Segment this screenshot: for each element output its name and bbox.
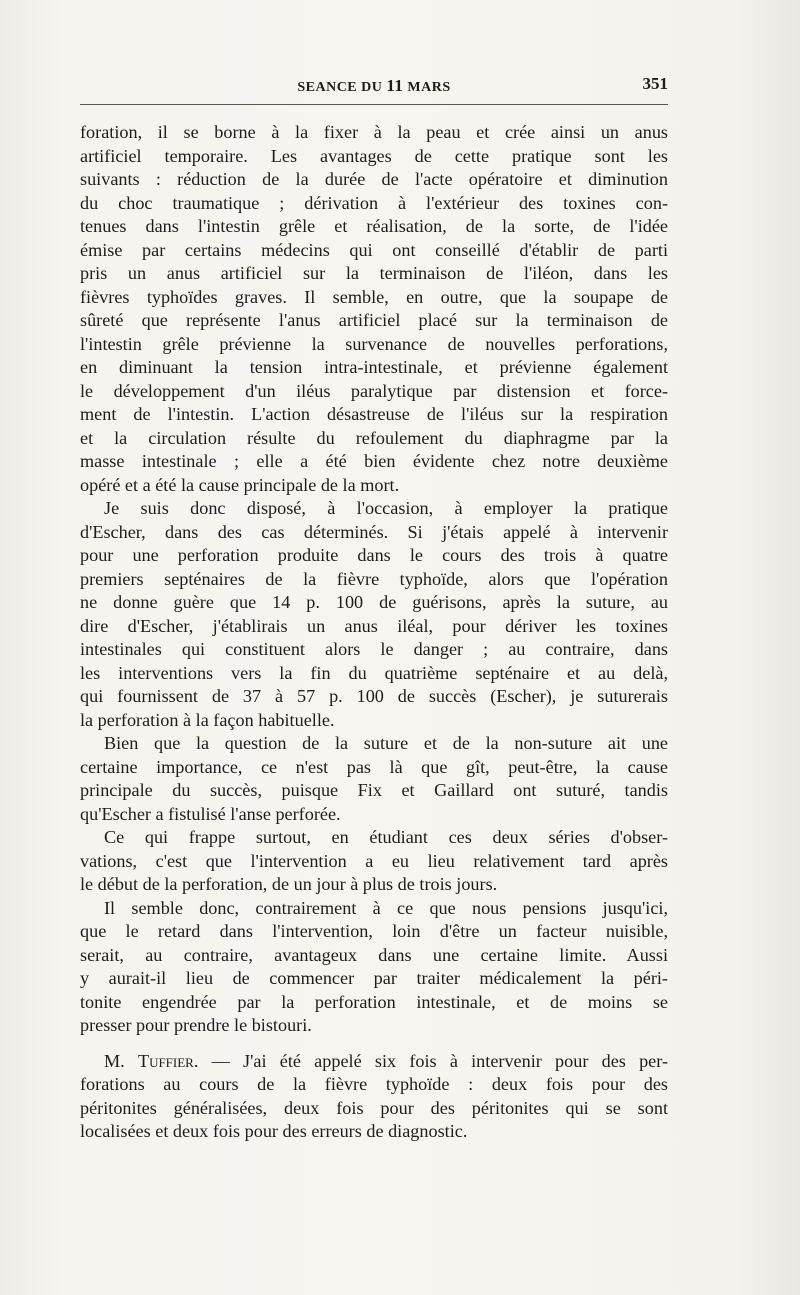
text-line: intestinales qui constituent alors le danger ; au contraire, dans [80, 639, 668, 659]
paragraph-1 [80, 121, 668, 497]
text-line: suivants : réduction de la durée de l'acte opératoire et diminution [80, 169, 668, 189]
running-head [80, 76, 668, 98]
text-line: du choc traumatique ; dérivation à l'extérieur des toxines con- [80, 192, 668, 213]
text-line: foration, il se borne à la fixer à la peau et crée ainsi un anus [80, 122, 668, 142]
text-line: la perforation à la façon habituelle. [80, 709, 335, 730]
speaker-name: Tuffier [137, 1050, 194, 1071]
text-line: tenues dans l'intestin grêle et réalisation, de la sorte, de l'idée [80, 216, 668, 236]
paragraph-2 [80, 497, 668, 732]
text-line: qu'Escher a fistulisé l'anse perforée. [80, 803, 341, 824]
text-line: pris un anus artificiel sur la terminaison de l'iléon, dans les [80, 263, 668, 283]
text-line: principale du succès, puisque Fix et Gaillard ont suturé, tandis [80, 780, 668, 800]
session-day: 11 [386, 76, 404, 95]
page-number: 351 [642, 74, 668, 93]
header-rule [80, 104, 668, 105]
text-line: d'Escher, dans des cas déterminés. Si j'étais appelé à intervenir [80, 521, 668, 542]
text-line: vations, c'est que l'intervention a eu lieu relativement tard après [80, 850, 668, 871]
text-line: qui fournissent de 37 à 57 p. 100 de succès (Escher), je suturerais [80, 686, 668, 706]
text-line: presser pour prendre le bistouri. [80, 1015, 312, 1035]
text-line: Bien que la question de la suture et de la non-suture ait une [104, 733, 668, 753]
text-line: Ce qui frappe surtout, en étudiant ces deux séries d'obser- [104, 827, 668, 847]
paragraph-4 [80, 826, 668, 897]
text-line: Il semble donc, contrairement à ce que nous pensions jusqu'ici, [104, 897, 668, 918]
text-line: opéré et a été la cause principale de la mort. [80, 474, 400, 495]
text-line: ne donne guère que 14 p. 100 de guérisons, après la suture, au [80, 592, 668, 612]
text-line: l'intestin grêle prévienne la survenance de nouvelles perforations, [80, 333, 668, 354]
text-line: que le retard dans l'intervention, loin d'être un facteur nuisible, [80, 921, 668, 941]
paragraph-5 [80, 897, 668, 1038]
text-line: localisées et deux fois pour des erreurs de diagnostic. [80, 1121, 468, 1141]
text-line: les interventions vers la fin du quatrième septénaire et au delà, [80, 662, 668, 683]
text-line: forations au cours de la fièvre typhoïde : deux fois pour des [80, 1074, 668, 1094]
text-line: certaine importance, ce n'est pas là que gît, peut-être, la cause [80, 756, 668, 777]
text-line: en diminuant la tension intra-intestinale, et prévienne également [80, 357, 668, 377]
text-line: et la circulation résulte du refoulement du diaphragme par la [80, 427, 668, 448]
text-line: sûreté que représente l'anus artificiel placé sur la terminaison de [80, 310, 668, 330]
text-line: le début de la perforation, de un jour à plus de trois jours. [80, 874, 498, 894]
paragraph-3 [80, 732, 668, 826]
text-line: masse intestinale ; elle a été bien évidente chez notre deuxième [80, 451, 668, 471]
text-line: y aurait-il lieu de commencer par traiter médicalement la péri- [80, 968, 668, 988]
text-line: dire d'Escher, j'établirais un anus iléal, pour dériver les toxines [80, 615, 668, 636]
text-line: tonite engendrée par la perforation intestinale, et de moins se [80, 991, 668, 1012]
text-line: serait, au contraire, avantageux dans une certaine limite. Aussi [80, 944, 668, 965]
text-line: fièvres typhoïdes graves. Il semble, en outre, que la soupape de [80, 286, 668, 307]
body-text [80, 121, 668, 1144]
speaker-line: M. Tuffier. — J'ai été appelé six fois à intervenir pour des per- [104, 1050, 668, 1071]
text-line: pour une perforation produite dans le cours des trois à quatre [80, 545, 668, 565]
paragraph-tuffier [80, 1050, 668, 1144]
text-line: Je suis donc disposé, à l'occasion, à employer la pratique [104, 498, 668, 518]
text-line: ment de l'intestin. L'action désastreuse de l'iléus sur la respiration [80, 404, 668, 424]
text-line: premiers septénaires de la fièvre typhoïde, alors que l'opération [80, 568, 668, 589]
text-line: artificiel temporaire. Les avantages de cette pratique sont les [80, 145, 668, 166]
text-line: péritonites généralisées, deux fois pour des péritonites qui se sont [80, 1097, 668, 1118]
text-line: émise par certains médecins qui ont conseillé d'établir de parti [80, 239, 668, 260]
running-head-title: SEANCE DU 11 MARS [297, 76, 451, 95]
text-line: le développement d'un iléus paralytique par distension et force- [80, 380, 668, 401]
section-gap [80, 1038, 668, 1050]
